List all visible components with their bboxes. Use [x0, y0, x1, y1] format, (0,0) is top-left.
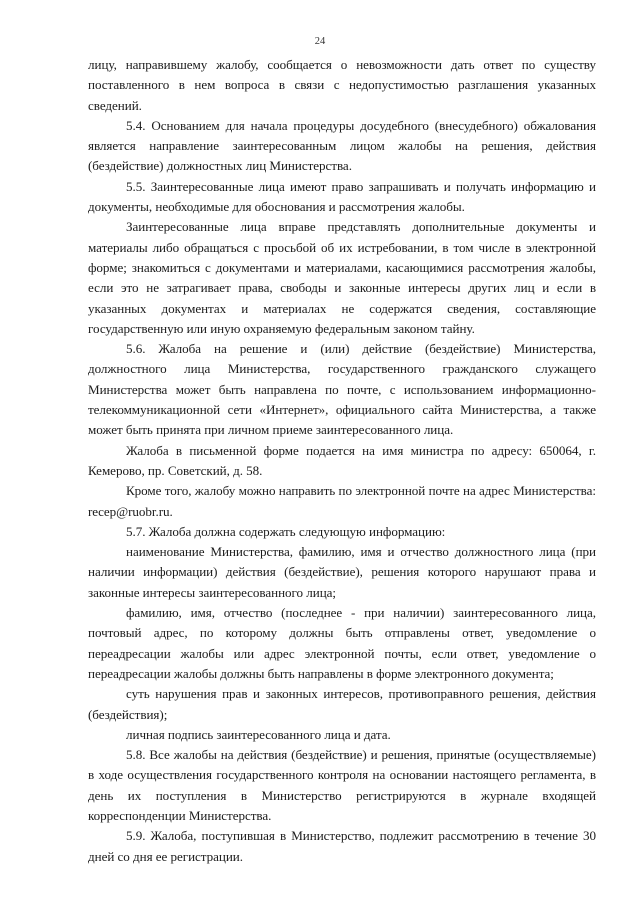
document-body [88, 55, 596, 867]
paragraph: 5.9. Жалоба, поступившая в Министерство, подлежит рассмотрению в течение 30 дней со дня ее регистрации. [88, 828, 596, 864]
paragraph: 5.7. Жалоба должна содержать следующую информацию: [126, 523, 446, 539]
paragraph: 5.5. Заинтересованные лица имеют право запрашивать и получать информацию и документы, необходимые для обоснования и рассмотрения жалобы. [88, 178, 596, 215]
paragraph: личная подпись заинтересованного лица и дата. [126, 726, 391, 742]
paragraph: 5.4. Основанием для начала процедуры досудебного (внесудебного) обжалования является направление заинтересованным лицом жалобы на решения, действия (бездействие) должностных лиц Министерства. [88, 117, 596, 174]
paragraph: Заинтересованные лица вправе представлять дополнительные документы и материалы либо обращаться с просьбой об их истребовании, в том числе в электронной форме; знакомиться с документами и материалами, касающимися рассмотрения жалобы, если это не затрагивает права, свободы и законные интересы других лиц и если в указанных документах и материалах не содержатся сведения, составляющие государственную или иную охраняемую федеральным законом тайну. [88, 219, 596, 336]
paragraph: наименование Министерства, фамилию, имя и отчество должностного лица (при наличии информации) действия (бездействие), решения которого нарушают права и законные интересы заинтересованного лица; [88, 544, 596, 600]
page-number: 24 [314, 36, 326, 47]
paragraph: суть нарушения прав и законных интересов, противоправного решения, действия (бездействия); [88, 686, 596, 722]
paragraph: лицу, направившему жалобу, сообщается о невозможности дать ответ по существу поставленного в нем вопроса в связи с недопустимостью разглашения указанных сведений. [88, 57, 596, 113]
paragraph: фамилию, имя, отчество (последнее - при наличии) заинтересованного лица, почтовый адрес, по которому должны быть отправлены ответ, уведомление о переадресации жалобы или адрес электронной почты, если ответ, уведомление о переадресации жалобы должны быть направлены в форме электронного документа; [88, 605, 596, 681]
paragraph: Жалоба в письменной форме подается на имя министра по адресу: 650064, г. Кемерово, пр. Советский, д. 58. [88, 442, 596, 478]
paragraph: Кроме того, жалобу можно направить по электронной почте на адрес Министерства: recep@ruobr.ru. [88, 483, 596, 519]
paragraph: 5.8. Все жалобы на действия (бездействие) и решения, принятые (осуществляемые) в ходе осуществления государственного контроля на основании настоящего регламента, в день их поступления в Министерство регистрируются в журнале входящей корреспонденции Министерства. [88, 747, 596, 823]
paragraph: 5.6. Жалоба на решение и (или) действие (бездействие) Министерства, должностного лица Министерства, государственного гражданского служащего Министерства может быть направлена по почте, с использованием информационно-телекоммуникационной сети «Интернет», официального сайта Министерства, а также может быть принята при личном приеме заинтересованного лица. [88, 341, 596, 438]
